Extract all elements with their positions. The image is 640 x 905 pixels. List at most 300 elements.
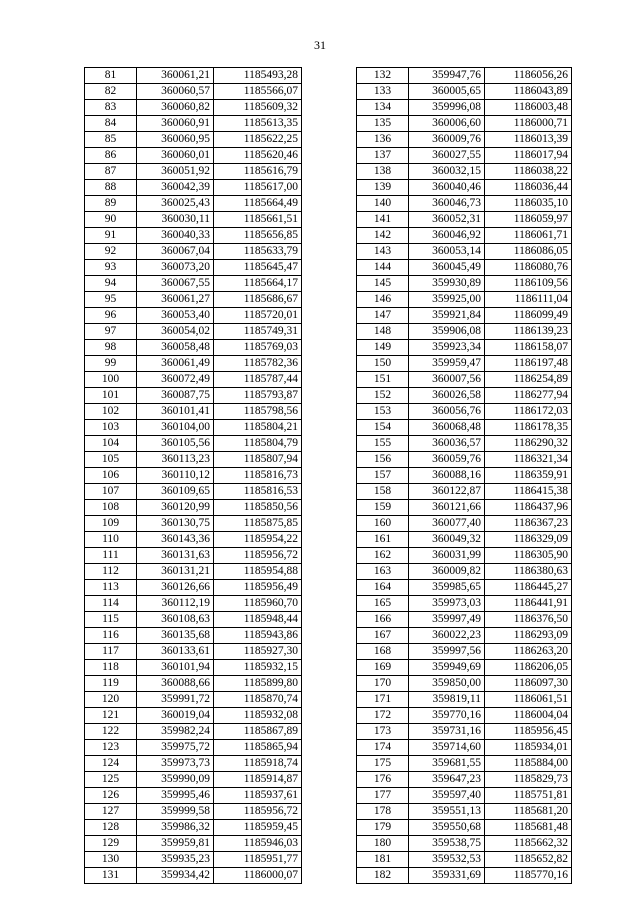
table-row <box>357 116 572 132</box>
y-coordinate-cell: 1185932,15 <box>214 660 302 676</box>
x-coordinate-cell: 360059,76 <box>409 452 485 468</box>
x-coordinate-cell: 359959,47 <box>409 356 485 372</box>
x-coordinate-cell: 360030,11 <box>137 212 214 228</box>
table-row <box>85 708 302 724</box>
point-number-cell: 114 <box>85 596 137 612</box>
y-coordinate-cell: 1186329,09 <box>485 532 572 548</box>
x-coordinate-cell: 360052,31 <box>409 212 485 228</box>
table-row <box>85 836 302 852</box>
x-coordinate-cell: 360042,39 <box>137 180 214 196</box>
table-row <box>85 244 302 260</box>
y-coordinate-cell: 1185633,79 <box>214 244 302 260</box>
y-coordinate-cell: 1186109,56 <box>485 276 572 292</box>
point-number-cell: 95 <box>85 292 137 308</box>
table-row <box>357 372 572 388</box>
x-coordinate-cell: 359997,56 <box>409 644 485 660</box>
point-number-cell: 121 <box>85 708 137 724</box>
table-row <box>85 404 302 420</box>
x-coordinate-cell: 359949,69 <box>409 660 485 676</box>
table-row <box>85 484 302 500</box>
point-number-cell: 84 <box>85 116 137 132</box>
y-coordinate-cell: 1186080,76 <box>485 260 572 276</box>
y-coordinate-cell: 1186263,20 <box>485 644 572 660</box>
x-coordinate-cell: 359975,72 <box>137 740 214 756</box>
point-number-cell: 105 <box>85 452 137 468</box>
x-coordinate-cell: 359997,49 <box>409 612 485 628</box>
point-number-cell: 127 <box>85 804 137 820</box>
y-coordinate-cell: 1186097,30 <box>485 676 572 692</box>
point-number-cell: 83 <box>85 100 137 116</box>
y-coordinate-cell: 1185664,17 <box>214 276 302 292</box>
table-row <box>357 596 572 612</box>
table-row <box>85 564 302 580</box>
x-coordinate-cell: 360053,40 <box>137 308 214 324</box>
table-row <box>85 724 302 740</box>
table-row <box>85 452 302 468</box>
y-coordinate-cell: 1186290,32 <box>485 436 572 452</box>
table-row <box>357 212 572 228</box>
x-coordinate-cell: 360032,15 <box>409 164 485 180</box>
point-number-cell: 82 <box>85 84 137 100</box>
table-row <box>357 340 572 356</box>
y-coordinate-cell: 1186056,26 <box>485 68 572 84</box>
point-number-cell: 118 <box>85 660 137 676</box>
x-coordinate-cell: 360061,21 <box>137 68 214 84</box>
y-coordinate-cell: 1185951,77 <box>214 852 302 868</box>
point-number-cell: 125 <box>85 772 137 788</box>
point-number-cell: 140 <box>357 196 409 212</box>
table-row <box>85 772 302 788</box>
table-row <box>85 628 302 644</box>
x-coordinate-cell: 359982,24 <box>137 724 214 740</box>
table-row <box>85 740 302 756</box>
table-row <box>357 132 572 148</box>
table-row <box>357 260 572 276</box>
y-coordinate-cell: 1185645,47 <box>214 260 302 276</box>
point-number-cell: 101 <box>85 388 137 404</box>
x-coordinate-cell: 360027,55 <box>409 148 485 164</box>
y-coordinate-cell: 1186380,63 <box>485 564 572 580</box>
x-coordinate-cell: 360019,04 <box>137 708 214 724</box>
x-coordinate-cell: 359934,42 <box>137 868 214 884</box>
page-number: 31 <box>314 38 326 52</box>
x-coordinate-cell: 360006,60 <box>409 116 485 132</box>
point-number-cell: 112 <box>85 564 137 580</box>
x-coordinate-cell: 360131,21 <box>137 564 214 580</box>
x-coordinate-cell: 360112,19 <box>137 596 214 612</box>
table-row <box>85 388 302 404</box>
y-coordinate-cell: 1186359,91 <box>485 468 572 484</box>
y-coordinate-cell: 1186367,23 <box>485 516 572 532</box>
y-coordinate-cell: 1185616,79 <box>214 164 302 180</box>
point-number-cell: 158 <box>357 484 409 500</box>
point-number-cell: 98 <box>85 340 137 356</box>
table-row <box>85 804 302 820</box>
x-coordinate-cell: 360110,12 <box>137 468 214 484</box>
point-number-cell: 90 <box>85 212 137 228</box>
point-number-cell: 169 <box>357 660 409 676</box>
x-coordinate-cell: 360135,68 <box>137 628 214 644</box>
x-coordinate-cell: 360113,23 <box>137 452 214 468</box>
x-coordinate-cell: 360122,87 <box>409 484 485 500</box>
table-row <box>357 548 572 564</box>
x-coordinate-cell: 360088,16 <box>409 468 485 484</box>
y-coordinate-cell: 1185816,73 <box>214 468 302 484</box>
x-coordinate-cell: 359923,34 <box>409 340 485 356</box>
y-coordinate-cell: 1186415,38 <box>485 484 572 500</box>
table-row <box>85 180 302 196</box>
y-coordinate-cell: 1185622,25 <box>214 132 302 148</box>
y-coordinate-cell: 1185793,87 <box>214 388 302 404</box>
y-coordinate-cell: 1186206,05 <box>485 660 572 676</box>
point-number-cell: 153 <box>357 404 409 420</box>
point-number-cell: 110 <box>85 532 137 548</box>
y-coordinate-cell: 1185620,46 <box>214 148 302 164</box>
point-number-cell: 86 <box>85 148 137 164</box>
point-number-cell: 143 <box>357 244 409 260</box>
table-row <box>85 692 302 708</box>
table-row <box>357 644 572 660</box>
y-coordinate-cell: 1185884,00 <box>485 756 572 772</box>
x-coordinate-cell: 360061,49 <box>137 356 214 372</box>
y-coordinate-cell: 1185948,44 <box>214 612 302 628</box>
table-row <box>85 308 302 324</box>
table-row <box>357 564 572 580</box>
point-number-cell: 99 <box>85 356 137 372</box>
y-coordinate-cell: 1185749,31 <box>214 324 302 340</box>
table-row <box>357 164 572 180</box>
table-row <box>357 100 572 116</box>
point-number-cell: 148 <box>357 324 409 340</box>
x-coordinate-cell: 359921,84 <box>409 308 485 324</box>
x-coordinate-cell: 359959,81 <box>137 836 214 852</box>
y-coordinate-cell: 1186059,97 <box>485 212 572 228</box>
table-row <box>85 612 302 628</box>
table-row <box>357 484 572 500</box>
table-row <box>357 580 572 596</box>
y-coordinate-cell: 1185946,03 <box>214 836 302 852</box>
table-row <box>357 308 572 324</box>
table-row <box>357 324 572 340</box>
point-number-cell: 130 <box>85 852 137 868</box>
point-number-cell: 139 <box>357 180 409 196</box>
y-coordinate-cell: 1186036,44 <box>485 180 572 196</box>
point-number-cell: 129 <box>85 836 137 852</box>
table-row <box>85 132 302 148</box>
y-coordinate-cell: 1185807,94 <box>214 452 302 468</box>
y-coordinate-cell: 1185875,85 <box>214 516 302 532</box>
x-coordinate-cell: 360068,48 <box>409 420 485 436</box>
x-coordinate-cell: 360007,56 <box>409 372 485 388</box>
table-row <box>85 116 302 132</box>
x-coordinate-cell: 359770,16 <box>409 708 485 724</box>
x-coordinate-cell: 360130,75 <box>137 516 214 532</box>
table-row <box>85 852 302 868</box>
point-number-cell: 159 <box>357 500 409 516</box>
y-coordinate-cell: 1185870,74 <box>214 692 302 708</box>
table-row <box>85 756 302 772</box>
y-coordinate-cell: 1185493,28 <box>214 68 302 84</box>
table-row <box>85 100 302 116</box>
x-coordinate-cell: 359973,03 <box>409 596 485 612</box>
y-coordinate-cell: 1185720,01 <box>214 308 302 324</box>
y-coordinate-cell: 1186172,03 <box>485 404 572 420</box>
x-coordinate-cell: 360105,56 <box>137 436 214 452</box>
point-number-cell: 102 <box>85 404 137 420</box>
x-coordinate-cell: 360051,92 <box>137 164 214 180</box>
y-coordinate-cell: 1185956,49 <box>214 580 302 596</box>
coordinates-table-right-body <box>357 68 572 884</box>
x-coordinate-cell: 359550,68 <box>409 820 485 836</box>
y-coordinate-cell: 1185918,74 <box>214 756 302 772</box>
table-row <box>357 868 572 884</box>
table-row <box>357 84 572 100</box>
x-coordinate-cell: 360060,82 <box>137 100 214 116</box>
point-number-cell: 172 <box>357 708 409 724</box>
point-number-cell: 163 <box>357 564 409 580</box>
table-row <box>357 676 572 692</box>
x-coordinate-cell: 360049,32 <box>409 532 485 548</box>
table-row <box>357 276 572 292</box>
table-row <box>357 196 572 212</box>
y-coordinate-cell: 1185681,20 <box>485 804 572 820</box>
x-coordinate-cell: 360025,43 <box>137 196 214 212</box>
y-coordinate-cell: 1185899,80 <box>214 676 302 692</box>
x-coordinate-cell: 360031,99 <box>409 548 485 564</box>
point-number-cell: 133 <box>357 84 409 100</box>
x-coordinate-cell: 360143,36 <box>137 532 214 548</box>
y-coordinate-cell: 1185959,45 <box>214 820 302 836</box>
x-coordinate-cell: 359597,40 <box>409 788 485 804</box>
y-coordinate-cell: 1185662,32 <box>485 836 572 852</box>
x-coordinate-cell: 359731,16 <box>409 724 485 740</box>
point-number-cell: 123 <box>85 740 137 756</box>
x-coordinate-cell: 359647,23 <box>409 772 485 788</box>
y-coordinate-cell: 1185954,88 <box>214 564 302 580</box>
y-coordinate-cell: 1186437,96 <box>485 500 572 516</box>
x-coordinate-cell: 360036,57 <box>409 436 485 452</box>
x-coordinate-cell: 360067,04 <box>137 244 214 260</box>
table-row <box>357 692 572 708</box>
table-row <box>85 580 302 596</box>
y-coordinate-cell: 1185661,51 <box>214 212 302 228</box>
table-row <box>85 340 302 356</box>
y-coordinate-cell: 1185664,49 <box>214 196 302 212</box>
x-coordinate-cell: 359986,32 <box>137 820 214 836</box>
y-coordinate-cell: 1185850,56 <box>214 500 302 516</box>
point-number-cell: 146 <box>357 292 409 308</box>
table-row <box>85 788 302 804</box>
point-number-cell: 177 <box>357 788 409 804</box>
point-number-cell: 138 <box>357 164 409 180</box>
point-number-cell: 97 <box>85 324 137 340</box>
table-row <box>85 436 302 452</box>
x-coordinate-cell: 360009,76 <box>409 132 485 148</box>
point-number-cell: 103 <box>85 420 137 436</box>
table-row <box>357 740 572 756</box>
point-number-cell: 116 <box>85 628 137 644</box>
y-coordinate-cell: 1185769,03 <box>214 340 302 356</box>
y-coordinate-cell: 1186043,89 <box>485 84 572 100</box>
x-coordinate-cell: 360067,55 <box>137 276 214 292</box>
y-coordinate-cell: 1186139,23 <box>485 324 572 340</box>
y-coordinate-cell: 1186197,48 <box>485 356 572 372</box>
y-coordinate-cell: 1186000,71 <box>485 116 572 132</box>
table-row <box>357 148 572 164</box>
x-coordinate-cell: 359331,69 <box>409 868 485 884</box>
y-coordinate-cell: 1186017,94 <box>485 148 572 164</box>
point-number-cell: 111 <box>85 548 137 564</box>
y-coordinate-cell: 1186086,05 <box>485 244 572 260</box>
point-number-cell: 89 <box>85 196 137 212</box>
table-row <box>85 324 302 340</box>
y-coordinate-cell: 1185867,89 <box>214 724 302 740</box>
x-coordinate-cell: 360054,02 <box>137 324 214 340</box>
table-row <box>85 676 302 692</box>
point-number-cell: 156 <box>357 452 409 468</box>
table-row <box>85 500 302 516</box>
x-coordinate-cell: 360121,66 <box>409 500 485 516</box>
point-number-cell: 147 <box>357 308 409 324</box>
x-coordinate-cell: 359538,75 <box>409 836 485 852</box>
x-coordinate-cell: 360109,65 <box>137 484 214 500</box>
x-coordinate-cell: 360056,76 <box>409 404 485 420</box>
point-number-cell: 113 <box>85 580 137 596</box>
x-coordinate-cell: 360087,75 <box>137 388 214 404</box>
x-coordinate-cell: 359990,09 <box>137 772 214 788</box>
y-coordinate-cell: 1186035,10 <box>485 196 572 212</box>
y-coordinate-cell: 1185960,70 <box>214 596 302 612</box>
x-coordinate-cell: 359925,00 <box>409 292 485 308</box>
x-coordinate-cell: 360133,61 <box>137 644 214 660</box>
x-coordinate-cell: 360060,57 <box>137 84 214 100</box>
table-row <box>85 644 302 660</box>
x-coordinate-cell: 359973,73 <box>137 756 214 772</box>
x-coordinate-cell: 360060,91 <box>137 116 214 132</box>
y-coordinate-cell: 1185934,01 <box>485 740 572 756</box>
y-coordinate-cell: 1186061,51 <box>485 692 572 708</box>
y-coordinate-cell: 1185566,07 <box>214 84 302 100</box>
x-coordinate-cell: 360073,20 <box>137 260 214 276</box>
x-coordinate-cell: 359999,58 <box>137 804 214 820</box>
y-coordinate-cell: 1185956,72 <box>214 548 302 564</box>
x-coordinate-cell: 360045,49 <box>409 260 485 276</box>
y-coordinate-cell: 1186305,90 <box>485 548 572 564</box>
y-coordinate-cell: 1185954,22 <box>214 532 302 548</box>
x-coordinate-cell: 359947,76 <box>409 68 485 84</box>
point-number-cell: 141 <box>357 212 409 228</box>
point-number-cell: 149 <box>357 340 409 356</box>
x-coordinate-cell: 360088,66 <box>137 676 214 692</box>
y-coordinate-cell: 1185829,73 <box>485 772 572 788</box>
x-coordinate-cell: 360053,14 <box>409 244 485 260</box>
table-row <box>357 516 572 532</box>
point-number-cell: 157 <box>357 468 409 484</box>
table-row <box>357 388 572 404</box>
point-number-cell: 87 <box>85 164 137 180</box>
point-number-cell: 167 <box>357 628 409 644</box>
y-coordinate-cell: 1186293,09 <box>485 628 572 644</box>
table-row <box>357 68 572 84</box>
x-coordinate-cell: 360060,95 <box>137 132 214 148</box>
x-coordinate-cell: 360077,40 <box>409 516 485 532</box>
table-row <box>357 708 572 724</box>
point-number-cell: 109 <box>85 516 137 532</box>
x-coordinate-cell: 359532,53 <box>409 852 485 868</box>
point-number-cell: 106 <box>85 468 137 484</box>
x-coordinate-cell: 360101,41 <box>137 404 214 420</box>
y-coordinate-cell: 1186013,39 <box>485 132 572 148</box>
table-row <box>357 532 572 548</box>
point-number-cell: 91 <box>85 228 137 244</box>
point-number-cell: 94 <box>85 276 137 292</box>
point-number-cell: 136 <box>357 132 409 148</box>
coordinates-table-right <box>356 67 572 884</box>
table-row <box>85 164 302 180</box>
point-number-cell: 100 <box>85 372 137 388</box>
table-row <box>85 820 302 836</box>
x-coordinate-cell: 359991,72 <box>137 692 214 708</box>
y-coordinate-cell: 1185804,21 <box>214 420 302 436</box>
point-number-cell: 104 <box>85 436 137 452</box>
table-row <box>85 468 302 484</box>
table-row <box>85 276 302 292</box>
x-coordinate-cell: 360026,58 <box>409 388 485 404</box>
point-number-cell: 179 <box>357 820 409 836</box>
x-coordinate-cell: 359996,08 <box>409 100 485 116</box>
point-number-cell: 154 <box>357 420 409 436</box>
x-coordinate-cell: 359995,46 <box>137 788 214 804</box>
y-coordinate-cell: 1185956,45 <box>485 724 572 740</box>
table-row <box>357 500 572 516</box>
table-row <box>357 756 572 772</box>
point-number-cell: 182 <box>357 868 409 884</box>
point-number-cell: 142 <box>357 228 409 244</box>
y-coordinate-cell: 1186254,89 <box>485 372 572 388</box>
point-number-cell: 124 <box>85 756 137 772</box>
point-number-cell: 96 <box>85 308 137 324</box>
point-number-cell: 150 <box>357 356 409 372</box>
point-number-cell: 120 <box>85 692 137 708</box>
table-row <box>357 420 572 436</box>
y-coordinate-cell: 1186038,22 <box>485 164 572 180</box>
x-coordinate-cell: 359819,11 <box>409 692 485 708</box>
table-row <box>357 820 572 836</box>
table-row <box>357 436 572 452</box>
table-row <box>357 228 572 244</box>
point-number-cell: 107 <box>85 484 137 500</box>
point-number-cell: 126 <box>85 788 137 804</box>
x-coordinate-cell: 359906,08 <box>409 324 485 340</box>
point-number-cell: 178 <box>357 804 409 820</box>
point-number-cell: 134 <box>357 100 409 116</box>
y-coordinate-cell: 1185816,53 <box>214 484 302 500</box>
table-row <box>357 356 572 372</box>
point-number-cell: 132 <box>357 68 409 84</box>
point-number-cell: 181 <box>357 852 409 868</box>
x-coordinate-cell: 359681,55 <box>409 756 485 772</box>
x-coordinate-cell: 360009,82 <box>409 564 485 580</box>
y-coordinate-cell: 1185927,30 <box>214 644 302 660</box>
x-coordinate-cell: 359850,00 <box>409 676 485 692</box>
x-coordinate-cell: 359551,13 <box>409 804 485 820</box>
y-coordinate-cell: 1185804,79 <box>214 436 302 452</box>
x-coordinate-cell: 359930,89 <box>409 276 485 292</box>
point-number-cell: 144 <box>357 260 409 276</box>
point-number-cell: 165 <box>357 596 409 612</box>
point-number-cell: 161 <box>357 532 409 548</box>
point-number-cell: 93 <box>85 260 137 276</box>
